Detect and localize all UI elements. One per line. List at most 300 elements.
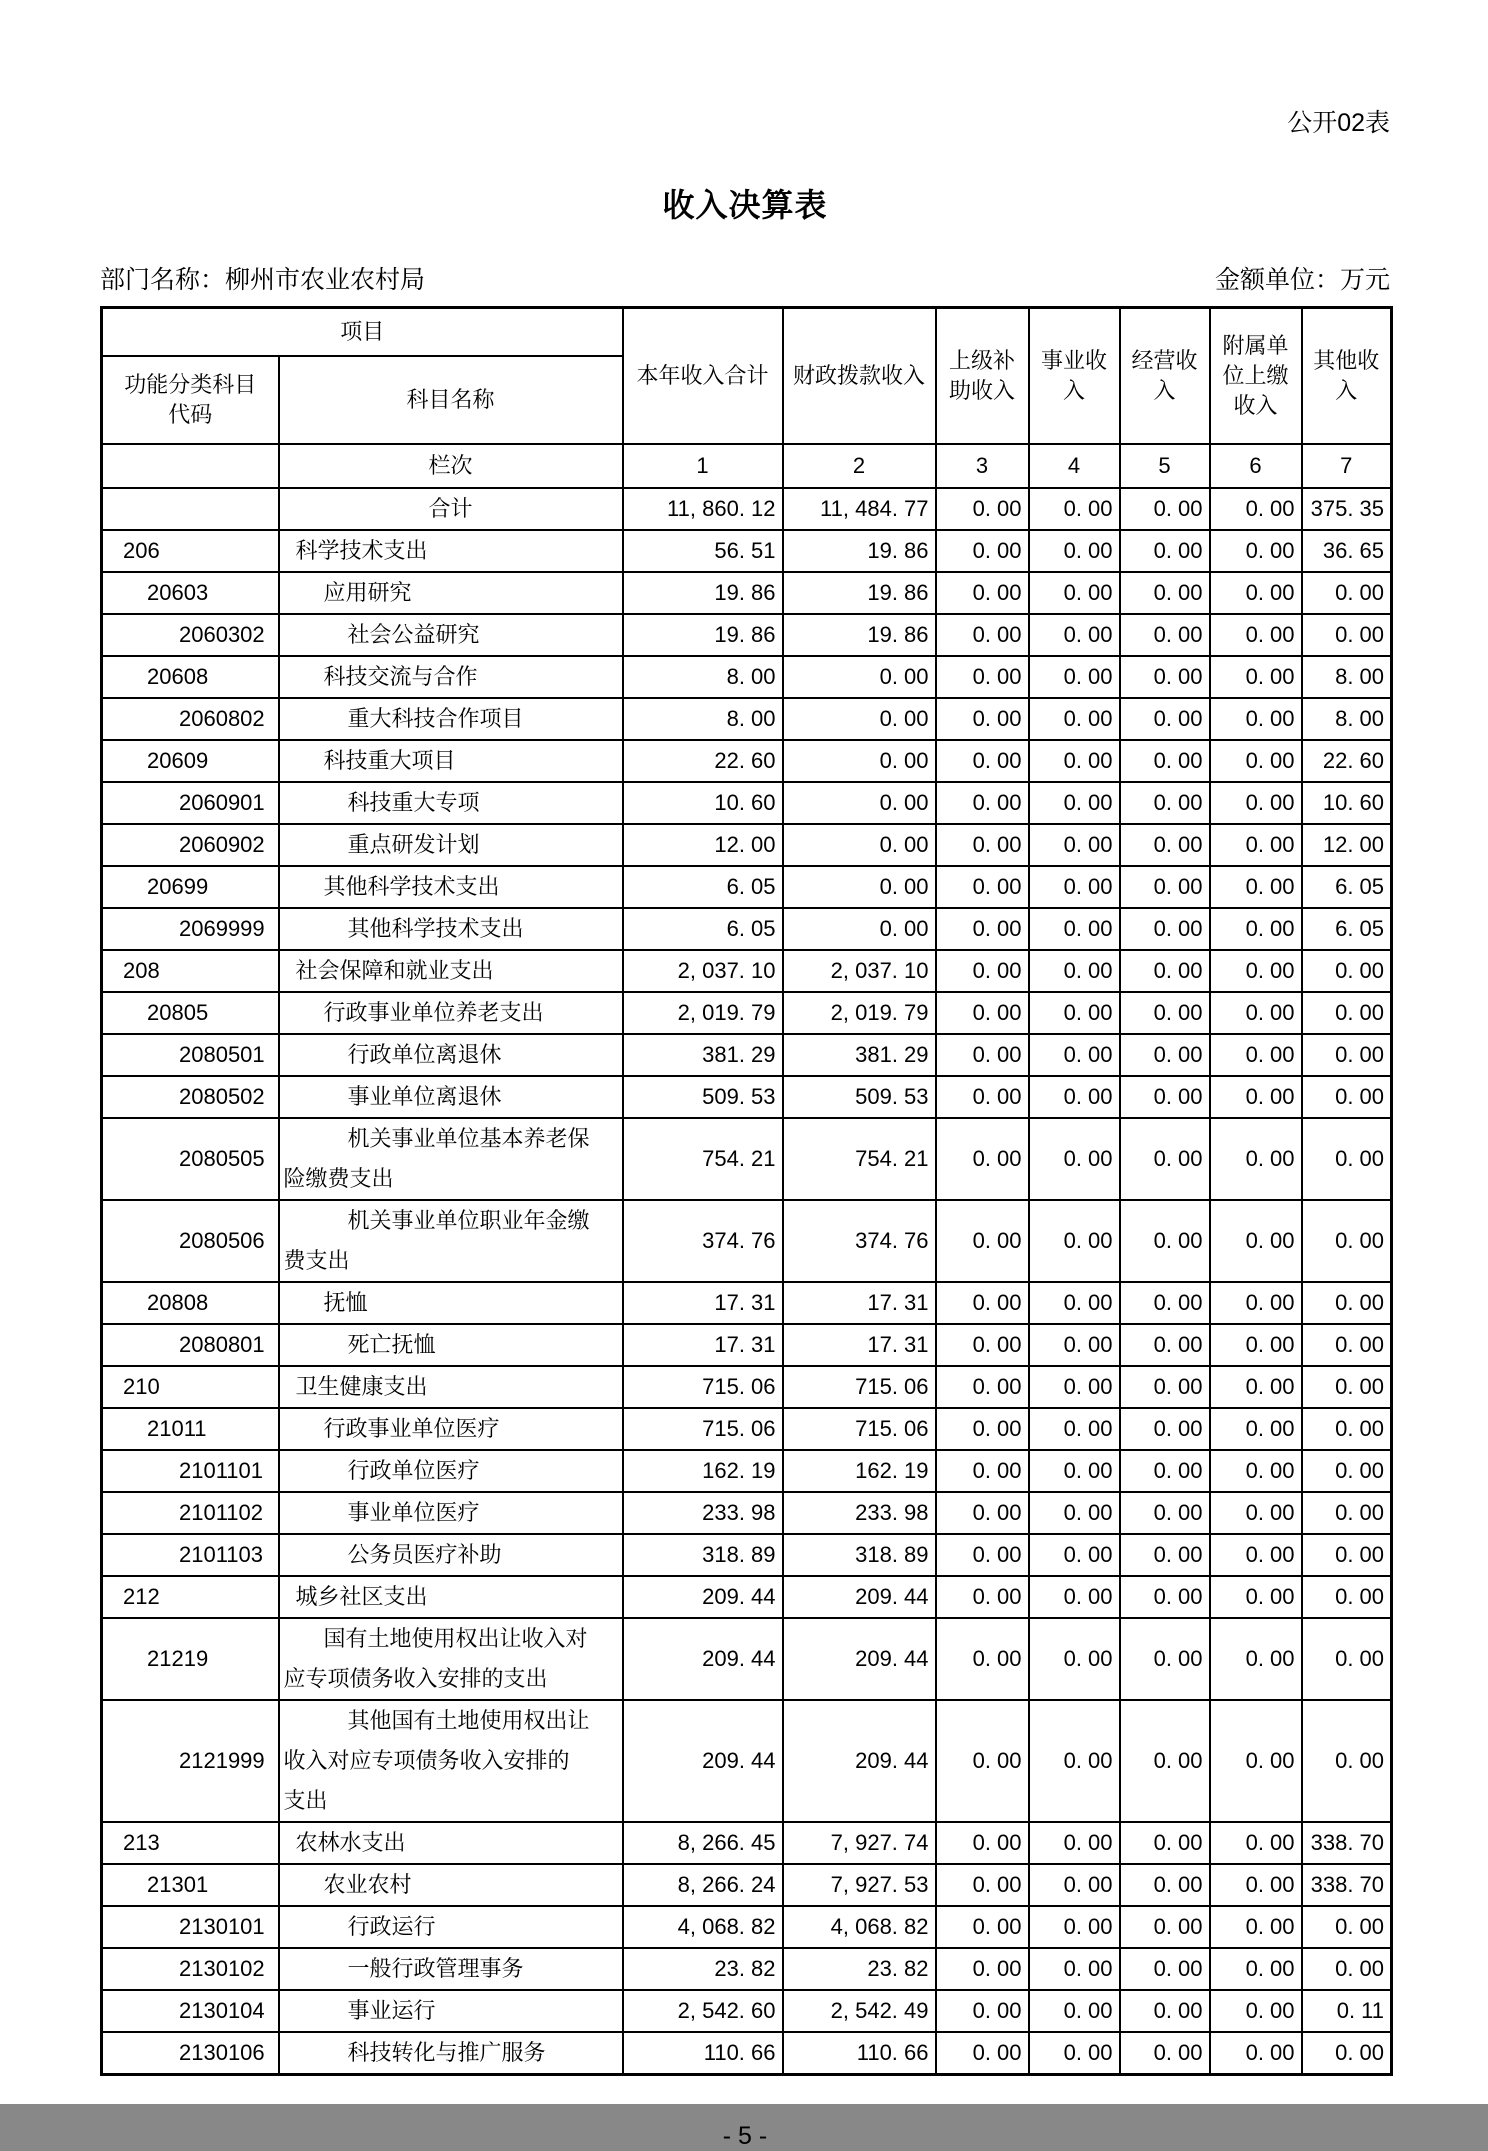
header-col-operating: 经营收入	[1120, 308, 1210, 445]
value-cell: 0. 00	[1029, 1200, 1120, 1282]
value-cell: 0. 00	[1029, 1366, 1120, 1408]
value-cell: 2, 037. 10	[623, 950, 783, 992]
value-cell: 0. 00	[1029, 2032, 1120, 2075]
subject-name-cell: 其他国有土地使用权出让 收入对应专项债务收入安排的 支出	[279, 1700, 623, 1822]
table-row	[102, 1700, 1392, 1822]
value-cell: 0. 00	[1210, 992, 1302, 1034]
value-cell: 0. 00	[1029, 1076, 1120, 1118]
value-cell: 0. 00	[1210, 1864, 1302, 1906]
lanci-number: 5	[1120, 444, 1210, 488]
value-cell: 0. 00	[1120, 1700, 1210, 1822]
subject-name-cell: 农林水支出	[279, 1822, 623, 1864]
function-code-cell: 2101103	[102, 1534, 279, 1576]
table-row	[102, 1618, 1392, 1700]
table-header	[102, 308, 1392, 489]
value-cell: 0. 00	[1302, 1576, 1392, 1618]
value-cell: 0. 00	[1302, 950, 1392, 992]
subject-name-cell: 合计	[279, 488, 623, 530]
value-cell: 318. 89	[783, 1534, 936, 1576]
value-cell: 12. 00	[1302, 824, 1392, 866]
value-cell: 17. 31	[623, 1282, 783, 1324]
value-cell: 754. 21	[783, 1118, 936, 1200]
function-code-cell: 2060901	[102, 782, 279, 824]
header-project: 项目	[102, 308, 623, 357]
value-cell: 0. 00	[1210, 1324, 1302, 1366]
value-cell: 0. 00	[1029, 1534, 1120, 1576]
value-cell: 0. 00	[936, 2032, 1029, 2075]
table-row	[102, 1822, 1392, 1864]
header-col-total: 本年收入合计	[623, 308, 783, 445]
table-row	[102, 824, 1392, 866]
table-row	[102, 698, 1392, 740]
value-cell: 36. 65	[1302, 530, 1392, 572]
function-code-cell: 2101102	[102, 1492, 279, 1534]
value-cell: 8. 00	[1302, 698, 1392, 740]
header-col-service: 事业收入	[1029, 308, 1120, 445]
value-cell: 0. 00	[1302, 1618, 1392, 1700]
value-cell: 0. 00	[1120, 1822, 1210, 1864]
value-cell: 0. 00	[1029, 698, 1120, 740]
page-content	[100, 0, 1390, 2151]
value-cell: 0. 00	[1029, 1948, 1120, 1990]
table-row	[102, 950, 1392, 992]
value-cell: 0. 00	[1029, 1990, 1120, 2032]
value-cell: 8. 00	[623, 698, 783, 740]
value-cell: 0. 00	[936, 656, 1029, 698]
subject-name-cell: 农业农村	[279, 1864, 623, 1906]
value-cell: 11, 484. 77	[783, 488, 936, 530]
value-cell: 0. 00	[1029, 1700, 1120, 1822]
value-cell: 0. 00	[1120, 866, 1210, 908]
value-cell: 162. 19	[783, 1450, 936, 1492]
value-cell: 2, 019. 79	[783, 992, 936, 1034]
value-cell: 0. 00	[1302, 2032, 1392, 2075]
value-cell: 10. 60	[623, 782, 783, 824]
value-cell: 0. 00	[936, 1034, 1029, 1076]
value-cell: 0. 00	[1120, 572, 1210, 614]
value-cell: 0. 00	[1029, 1118, 1120, 1200]
function-code-cell: 21301	[102, 1864, 279, 1906]
header-subject-name: 科目名称	[279, 356, 623, 444]
value-cell: 209. 44	[783, 1618, 936, 1700]
value-cell: 0. 00	[936, 1534, 1029, 1576]
value-cell: 381. 29	[623, 1034, 783, 1076]
value-cell: 0. 00	[1302, 1534, 1392, 1576]
table-row	[102, 1492, 1392, 1534]
value-cell: 0. 00	[1210, 1822, 1302, 1864]
value-cell: 22. 60	[1302, 740, 1392, 782]
value-cell: 0. 00	[783, 866, 936, 908]
value-cell: 0. 00	[1210, 656, 1302, 698]
value-cell: 0. 00	[936, 1076, 1029, 1118]
function-code-cell: 212	[102, 1576, 279, 1618]
function-code-cell: 2069999	[102, 908, 279, 950]
value-cell: 0. 00	[936, 1948, 1029, 1990]
table-row	[102, 572, 1392, 614]
function-code-cell: 20608	[102, 656, 279, 698]
value-cell: 318. 89	[623, 1534, 783, 1576]
value-cell: 0. 00	[1029, 866, 1120, 908]
value-cell: 19. 86	[783, 614, 936, 656]
value-cell: 0. 00	[1210, 1576, 1302, 1618]
value-cell: 0. 00	[1210, 908, 1302, 950]
value-cell: 0. 00	[1029, 908, 1120, 950]
function-code-cell: 20699	[102, 866, 279, 908]
value-cell: 0. 00	[1302, 1200, 1392, 1282]
value-cell: 6. 05	[623, 866, 783, 908]
value-cell: 715. 06	[623, 1366, 783, 1408]
value-cell: 11, 860. 12	[623, 488, 783, 530]
value-cell: 0. 00	[1029, 740, 1120, 782]
table-row	[102, 656, 1392, 698]
subject-name-cell: 死亡抚恤	[279, 1324, 623, 1366]
header-col-fiscal: 财政拨款收入	[783, 308, 936, 445]
value-cell: 0. 00	[1302, 992, 1392, 1034]
lanci-number: 1	[623, 444, 783, 488]
value-cell: 4, 068. 82	[623, 1906, 783, 1948]
table-row	[102, 1366, 1392, 1408]
value-cell: 0. 00	[1120, 1282, 1210, 1324]
value-cell: 0. 00	[936, 1118, 1029, 1200]
subject-name-cell: 科技重大项目	[279, 740, 623, 782]
lanci-number: 6	[1210, 444, 1302, 488]
value-cell: 17. 31	[783, 1324, 936, 1366]
value-cell: 162. 19	[623, 1450, 783, 1492]
value-cell: 0. 00	[1210, 1618, 1302, 1700]
subject-name-cell: 重大科技合作项目	[279, 698, 623, 740]
subject-name-cell: 科学技术支出	[279, 530, 623, 572]
value-cell: 0. 00	[1029, 1492, 1120, 1534]
value-cell: 0. 00	[1120, 1034, 1210, 1076]
value-cell: 0. 00	[1210, 530, 1302, 572]
value-cell: 0. 00	[936, 1366, 1029, 1408]
function-code-cell: 20805	[102, 992, 279, 1034]
value-cell: 0. 00	[1210, 2032, 1302, 2075]
value-cell: 0. 00	[1302, 1906, 1392, 1948]
value-cell: 0. 00	[1120, 530, 1210, 572]
value-cell: 6. 05	[1302, 866, 1392, 908]
value-cell: 0. 00	[936, 614, 1029, 656]
value-cell: 0. 00	[1210, 740, 1302, 782]
function-code-cell: 210	[102, 1366, 279, 1408]
subject-name-cell: 国有土地使用权出让收入对 应专项债务收入安排的支出	[279, 1618, 623, 1700]
function-code-cell: 2080506	[102, 1200, 279, 1282]
page-number: - 5 -	[722, 2122, 768, 2150]
value-cell: 0. 00	[1029, 1576, 1120, 1618]
value-cell: 0. 00	[1029, 1324, 1120, 1366]
table-row	[102, 782, 1392, 824]
value-cell: 0. 00	[1120, 782, 1210, 824]
value-cell: 0. 00	[936, 824, 1029, 866]
value-cell: 0. 00	[1029, 1034, 1120, 1076]
value-cell: 0. 00	[1029, 488, 1120, 530]
value-cell: 0. 00	[936, 1906, 1029, 1948]
value-cell: 0. 00	[936, 1282, 1029, 1324]
value-cell: 0. 00	[783, 782, 936, 824]
function-code-cell: 2130102	[102, 1948, 279, 1990]
subject-name-cell: 社会保障和就业支出	[279, 950, 623, 992]
lanci-empty-cell	[102, 444, 279, 488]
value-cell: 0. 00	[1210, 1990, 1302, 2032]
value-cell: 19. 86	[623, 614, 783, 656]
value-cell: 0. 00	[1302, 1118, 1392, 1200]
subject-name-cell: 卫生健康支出	[279, 1366, 623, 1408]
value-cell: 22. 60	[623, 740, 783, 782]
subject-name-cell: 机关事业单位职业年金缴 费支出	[279, 1200, 623, 1282]
subject-name-cell: 事业单位离退休	[279, 1076, 623, 1118]
value-cell: 23. 82	[783, 1948, 936, 1990]
table-row	[102, 1282, 1392, 1324]
function-code-cell: 2060302	[102, 614, 279, 656]
value-cell: 0. 00	[936, 1324, 1029, 1366]
function-code-cell: 21219	[102, 1618, 279, 1700]
function-code-cell: 2130101	[102, 1906, 279, 1948]
value-cell: 0. 00	[936, 698, 1029, 740]
header-col-affiliated: 附属单位上缴收入	[1210, 308, 1302, 445]
subject-name-cell: 城乡社区支出	[279, 1576, 623, 1618]
value-cell: 374. 76	[623, 1200, 783, 1282]
value-cell: 0. 00	[1029, 1864, 1120, 1906]
value-cell: 0. 00	[936, 1700, 1029, 1822]
value-cell: 0. 00	[1210, 488, 1302, 530]
lanci-label: 栏次	[279, 444, 623, 488]
value-cell: 0. 00	[1210, 1408, 1302, 1450]
table-row	[102, 1906, 1392, 1948]
subject-name-cell: 一般行政管理事务	[279, 1948, 623, 1990]
value-cell: 715. 06	[623, 1408, 783, 1450]
value-cell: 0. 00	[1120, 1492, 1210, 1534]
value-cell: 8. 00	[1302, 656, 1392, 698]
subject-name-cell: 行政单位离退休	[279, 1034, 623, 1076]
value-cell: 0. 00	[936, 992, 1029, 1034]
form-code-label: 公开02表	[1287, 109, 1390, 137]
value-cell: 0. 00	[783, 656, 936, 698]
value-cell: 17. 31	[783, 1282, 936, 1324]
value-cell: 110. 66	[783, 2032, 936, 2075]
value-cell: 209. 44	[783, 1576, 936, 1618]
table-row	[102, 1118, 1392, 1200]
function-code-cell: 2080502	[102, 1076, 279, 1118]
table-row	[102, 740, 1392, 782]
value-cell: 0. 00	[1120, 740, 1210, 782]
header-function-code: 功能分类科目 代码	[102, 356, 279, 444]
lanci-number: 7	[1302, 444, 1392, 488]
value-cell: 209. 44	[623, 1576, 783, 1618]
value-cell: 0. 00	[1210, 1906, 1302, 1948]
value-cell: 0. 00	[1029, 656, 1120, 698]
table-body	[102, 488, 1392, 2075]
value-cell: 0. 00	[1302, 1700, 1392, 1822]
value-cell: 0. 00	[1210, 1450, 1302, 1492]
value-cell: 0. 00	[936, 866, 1029, 908]
value-cell: 715. 06	[783, 1408, 936, 1450]
value-cell: 0. 00	[1029, 572, 1120, 614]
table-row	[102, 488, 1392, 530]
value-cell: 754. 21	[623, 1118, 783, 1200]
value-cell: 19. 86	[783, 572, 936, 614]
value-cell: 110. 66	[623, 2032, 783, 2075]
table-row	[102, 1034, 1392, 1076]
value-cell: 0. 00	[1210, 866, 1302, 908]
value-cell: 0. 00	[1302, 1948, 1392, 1990]
table-row	[102, 1948, 1392, 1990]
value-cell: 0. 00	[1029, 824, 1120, 866]
value-cell: 0. 00	[1120, 2032, 1210, 2075]
function-code-cell: 2130106	[102, 2032, 279, 2075]
value-cell: 0. 00	[1120, 824, 1210, 866]
value-cell: 0. 00	[1210, 1076, 1302, 1118]
table-row	[102, 1200, 1392, 1282]
value-cell: 0. 00	[1120, 1118, 1210, 1200]
table-row	[102, 1076, 1392, 1118]
function-code-cell	[102, 488, 279, 530]
value-cell: 233. 98	[783, 1492, 936, 1534]
function-code-cell: 206	[102, 530, 279, 572]
value-cell: 0. 00	[1210, 1200, 1302, 1282]
value-cell: 0. 00	[1120, 1408, 1210, 1450]
value-cell: 6. 05	[623, 908, 783, 950]
page-title: 收入决算表	[662, 187, 828, 223]
value-cell: 0. 00	[1029, 950, 1120, 992]
amount-unit-label: 金额单位：万元	[1214, 266, 1390, 294]
value-cell: 0. 00	[783, 698, 936, 740]
function-code-cell: 208	[102, 950, 279, 992]
value-cell: 0. 00	[1210, 1034, 1302, 1076]
subject-name-cell: 应用研究	[279, 572, 623, 614]
value-cell: 0. 00	[1120, 656, 1210, 698]
value-cell: 0. 00	[1120, 1948, 1210, 1990]
value-cell: 375. 35	[1302, 488, 1392, 530]
subject-name-cell: 机关事业单位基本养老保 险缴费支出	[279, 1118, 623, 1200]
value-cell: 4, 068. 82	[783, 1906, 936, 1948]
subject-name-cell: 社会公益研究	[279, 614, 623, 656]
subject-name-cell: 行政运行	[279, 1906, 623, 1948]
value-cell: 0. 00	[936, 908, 1029, 950]
lanci-number: 4	[1029, 444, 1120, 488]
value-cell: 374. 76	[783, 1200, 936, 1282]
value-cell: 0. 00	[1210, 614, 1302, 656]
value-cell: 0. 00	[1120, 1618, 1210, 1700]
value-cell: 338. 70	[1302, 1822, 1392, 1864]
value-cell: 0. 00	[1029, 1450, 1120, 1492]
function-code-cell: 2101101	[102, 1450, 279, 1492]
lanci-number: 2	[783, 444, 936, 488]
value-cell: 0. 00	[936, 782, 1029, 824]
value-cell: 0. 00	[1302, 572, 1392, 614]
value-cell: 0. 00	[1120, 1366, 1210, 1408]
value-cell: 12. 00	[623, 824, 783, 866]
value-cell: 8. 00	[623, 656, 783, 698]
table-row	[102, 530, 1392, 572]
subject-name-cell: 科技转化与推广服务	[279, 2032, 623, 2075]
lanci-number: 3	[936, 444, 1029, 488]
value-cell: 7, 927. 53	[783, 1864, 936, 1906]
subject-name-cell: 科技重大专项	[279, 782, 623, 824]
value-cell: 0. 00	[1210, 1700, 1302, 1822]
value-cell: 0. 00	[1120, 950, 1210, 992]
value-cell: 0. 00	[936, 530, 1029, 572]
meta-row	[100, 260, 1390, 296]
subject-name-cell: 行政事业单位养老支出	[279, 992, 623, 1034]
value-cell: 0. 00	[783, 740, 936, 782]
function-code-cell: 2080505	[102, 1118, 279, 1200]
value-cell: 0. 00	[936, 1990, 1029, 2032]
value-cell: 10. 60	[1302, 782, 1392, 824]
subject-name-cell: 重点研发计划	[279, 824, 623, 866]
column-index-row	[102, 444, 1392, 488]
value-cell: 209. 44	[623, 1618, 783, 1700]
value-cell: 2, 019. 79	[623, 992, 783, 1034]
value-cell: 715. 06	[783, 1366, 936, 1408]
value-cell: 0. 00	[936, 1450, 1029, 1492]
function-code-cell: 2060902	[102, 824, 279, 866]
table-row	[102, 1576, 1392, 1618]
subject-name-cell: 其他科学技术支出	[279, 866, 623, 908]
value-cell: 0. 00	[1029, 1906, 1120, 1948]
header-col-superior-subsidy: 上级补助收入	[936, 308, 1029, 445]
value-cell: 0. 00	[1210, 1492, 1302, 1534]
value-cell: 0. 00	[936, 950, 1029, 992]
value-cell: 0. 00	[1302, 1492, 1392, 1534]
value-cell: 0. 00	[936, 488, 1029, 530]
value-cell: 0. 00	[1029, 1822, 1120, 1864]
value-cell: 233. 98	[623, 1492, 783, 1534]
value-cell: 0. 11	[1302, 1990, 1392, 2032]
function-code-cell: 2080501	[102, 1034, 279, 1076]
table-row	[102, 1324, 1392, 1366]
value-cell: 0. 00	[1029, 1282, 1120, 1324]
value-cell: 19. 86	[623, 572, 783, 614]
table-row	[102, 866, 1392, 908]
value-cell: 0. 00	[1302, 1366, 1392, 1408]
table-row	[102, 1450, 1392, 1492]
value-cell: 0. 00	[936, 740, 1029, 782]
subject-name-cell: 其他科学技术支出	[279, 908, 623, 950]
value-cell: 0. 00	[1029, 530, 1120, 572]
value-cell: 0. 00	[1029, 614, 1120, 656]
value-cell: 0. 00	[936, 1822, 1029, 1864]
subject-name-cell: 事业单位医疗	[279, 1492, 623, 1534]
function-code-cell: 20808	[102, 1282, 279, 1324]
value-cell: 0. 00	[1120, 1990, 1210, 2032]
subject-name-cell: 公务员医疗补助	[279, 1534, 623, 1576]
function-code-cell: 213	[102, 1822, 279, 1864]
value-cell: 0. 00	[1302, 1450, 1392, 1492]
value-cell: 0. 00	[936, 1200, 1029, 1282]
value-cell: 509. 53	[783, 1076, 936, 1118]
value-cell: 2, 542. 60	[623, 1990, 783, 2032]
table-row	[102, 1864, 1392, 1906]
table-row	[102, 1534, 1392, 1576]
value-cell: 338. 70	[1302, 1864, 1392, 1906]
value-cell: 0. 00	[1120, 1076, 1210, 1118]
value-cell: 0. 00	[1029, 1408, 1120, 1450]
value-cell: 509. 53	[623, 1076, 783, 1118]
value-cell: 2, 037. 10	[783, 950, 936, 992]
value-cell: 0. 00	[1210, 1366, 1302, 1408]
value-cell: 0. 00	[936, 572, 1029, 614]
function-code-cell: 2121999	[102, 1700, 279, 1822]
value-cell: 0. 00	[1120, 488, 1210, 530]
value-cell: 0. 00	[1302, 614, 1392, 656]
value-cell: 0. 00	[1120, 1450, 1210, 1492]
value-cell: 0. 00	[1210, 1118, 1302, 1200]
value-cell: 2, 542. 49	[783, 1990, 936, 2032]
value-cell: 0. 00	[1210, 1534, 1302, 1576]
value-cell: 0. 00	[1120, 1534, 1210, 1576]
value-cell: 17. 31	[623, 1324, 783, 1366]
value-cell: 56. 51	[623, 530, 783, 572]
